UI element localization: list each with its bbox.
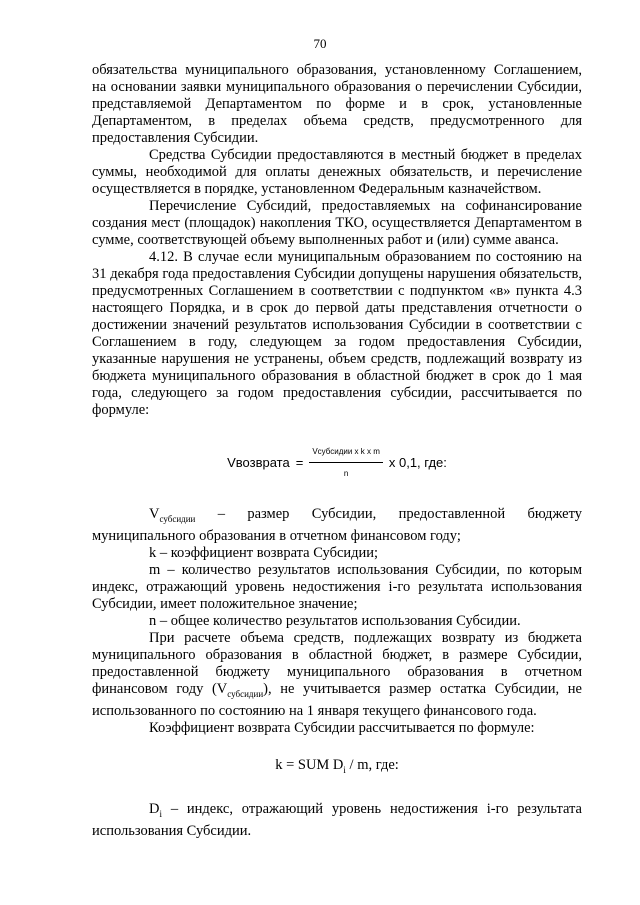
definition-v-text: – размер Субсидии, предоставленной бюджету муниципального образования в отчетном финансовом году; [92, 506, 582, 544]
formula-rhs: x 0,1, где: [388, 455, 447, 470]
paragraph-2: Средства Субсидии предоставляются в местный бюджет в пределах суммы, необходимой для оплаты денежных обязательств, и перечисление осуществляется в порядке, установленном Федеральным казначейством. [92, 147, 582, 197]
paragraph-4-12: 4.12. В случае если муниципальным образованием по состоянию на 31 декабря года предоставления Субсидии допущены нарушения обязательств, предусмотренных Соглашением в соответствии с подпунктом «в» пункта 4.3 настоящего Порядка, и в срок до первой даты представления отчетности о достижении значений результатов использования Субсидии в соответствии с Соглашением в году, следующем за годом предоставления Субсидии, указанные нарушения не устранены, объем средств, подлежащий возврату из бюджета муниципального образования в областной бюджет в срок до 1 мая года, следующего за годом предоставления субсидии, рассчитывается по формуле: [92, 249, 582, 418]
paragraph-6: Коэффициент возврата Субсидии рассчитывается по формуле: [149, 719, 535, 736]
page-number: 70 [313, 36, 327, 51]
definition-v-symbol: V [149, 506, 160, 522]
coefficient-formula-before: k = SUM D [275, 756, 344, 773]
formula-denominator: n [343, 469, 349, 478]
definition-v-subscript: субсидии [159, 513, 196, 524]
formula-lhs: Vвозврата [227, 455, 290, 470]
formula-numerator: Vсубсидии x k x m [309, 443, 383, 463]
definition-d-subscript: i [159, 808, 162, 819]
coefficient-formula-after: / m, где: [345, 756, 399, 773]
paragraph-3: Перечисление Субсидий, предоставляемых на софинансирование создания мест (площадок) накопления ТКО, осуществляется Департаментом в сумме, соответствующей объему выполненных работ и (или) сумме аванса. [92, 198, 582, 248]
document-body [92, 62, 582, 840]
paragraph-5-after: ), не учитывается размер остатка Субсидии, не использованного по состоянию на 1 января текущего финансового года. [92, 680, 582, 719]
paragraph-5 [92, 630, 582, 720]
formula-fraction [309, 443, 383, 482]
definition-m: m – количество результатов использования Субсидии, по которым индекс, отражающий уровень недостижения i-го результата использования Субсидии, имеет положительное значение; [92, 561, 582, 612]
return-volume-formula [92, 443, 582, 482]
coefficient-formula [92, 757, 582, 779]
definition-d [92, 801, 582, 840]
coefficient-formula-subscript: i [343, 764, 346, 775]
paragraph-5-subscript: субсидии [227, 688, 264, 699]
definition-v [92, 506, 582, 545]
formula-equals: = [295, 455, 304, 470]
definition-d-text: – индекс, отражающий уровень недостижения i-го результата использования Субсидии. [92, 800, 582, 839]
paragraph-1: обязательства муниципального образования, установленному Соглашением, на основании заявки муниципального образования о перечислении Субсидии, представляемой Департаментом по форме и в срок, установленные Департаментом, в пределах объема средств, предусмотренного для предоставления Субсидии. [92, 62, 582, 146]
definition-k: k – коэффициент возврата Субсидии; [149, 544, 379, 561]
definition-n: n – общее количество результатов использования Субсидии. [149, 612, 521, 629]
definition-d-symbol: D [149, 800, 160, 817]
paragraph-5-before: При расчете объема средств, подлежащих возврату из бюджета муниципального образования в областной бюджет, в размере Субсидии, предоставленной бюджету муниципального образования в отчетном финансовом году (V [92, 629, 582, 697]
